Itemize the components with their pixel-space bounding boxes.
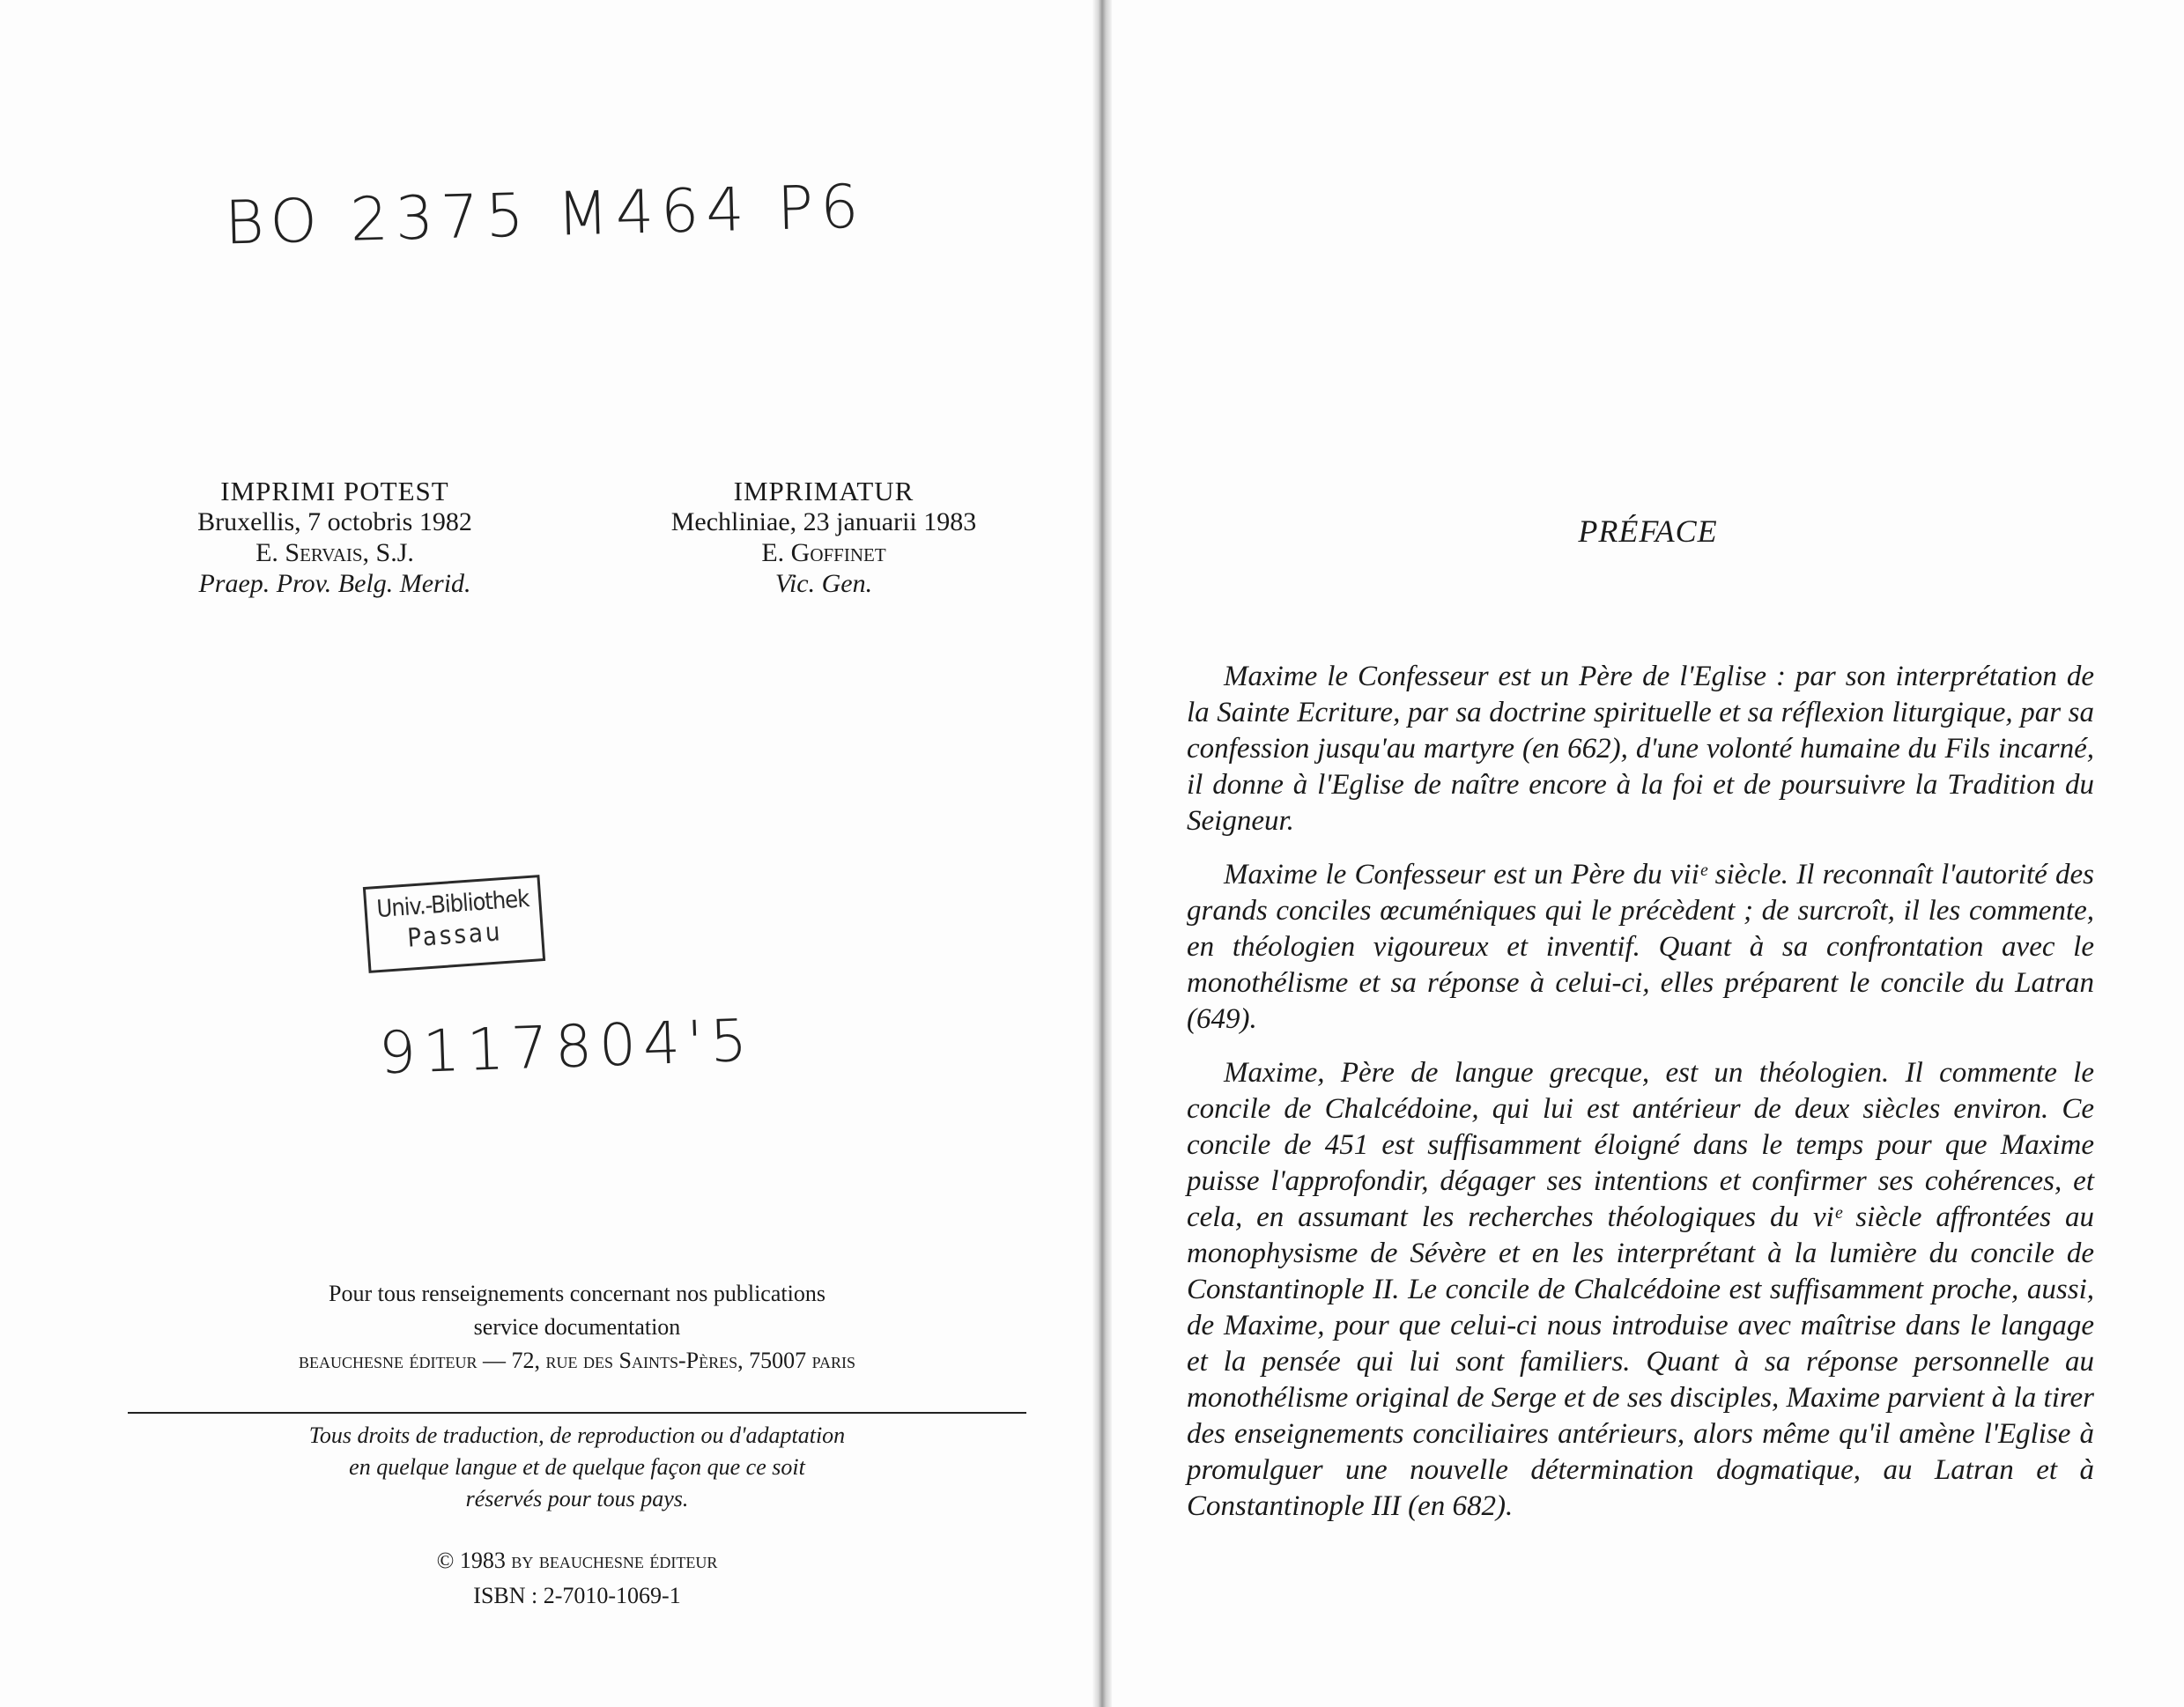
imprimatur-name: E. Goffinet xyxy=(761,538,886,567)
isbn-line: ISBN : 2-7010-1069-1 xyxy=(473,1583,681,1608)
stamp-line-2: Passau xyxy=(406,916,504,953)
rights-line-2: en quelque langue et de quelque façon que ce soit xyxy=(349,1454,805,1480)
imprimi-potest-block xyxy=(132,476,537,599)
publisher-info xyxy=(123,1277,1031,1378)
info-line-1: Pour tous renseignements concernant nos publications xyxy=(329,1281,825,1306)
imprimi-potest-name: E. Servais, S.J. xyxy=(255,538,414,567)
rights-line-3: réservés pour tous pays. xyxy=(465,1486,689,1511)
info-line-2: service documentation xyxy=(473,1314,681,1340)
imprimi-potest-title: Praep. Prov. Belg. Merid. xyxy=(198,569,471,598)
preface-title: PRÉFACE xyxy=(1578,514,1718,549)
preface-paragraph-2: Maxime le Confesseur est un Père du viiᵉ siècle. Il reconnaît l'autorité des grands conciles œcuméniques qui le précèdent ; de surcroît, il les commente, en théologien vigoureux et inventif. Quant à sa confrontation avec le monothélisme et sa réponse à celui-ci, elles préparent le concile du Latran (649). xyxy=(1187,859,2094,1035)
preface-paragraph-1: Maxime le Confesseur est un Père de l'Eglise : par son interprétation de la Sainte Ecriture, par sa doctrine spirituelle et sa réflexion liturgique, par sa confession jusqu'au martyre (en 662), d'une volonté humaine du Fils incarné, il donne à l'Eglise de naître encore à la foi et de poursuivre la Tradition du Seigneur. xyxy=(1187,661,2094,837)
horizontal-rule xyxy=(128,1412,1026,1414)
handwritten-call-number: BO 2375 M464 P6 xyxy=(224,172,867,259)
imprimatur-block xyxy=(617,476,1031,599)
preface-paragraph-3: Maxime, Père de langue grecque, est un théologien. Il commente le concile de Chalcédoine, qui lui est antérieur de deux siècles environ. Ce concile de 451 est suffisamment éloigné dans le temps pour que Maxime puisse l'approfondir, dégager ses intentions et confirmer ses cohérences, et cela, en assumant les recherches théologiques du viᵉ siècle affrontées au monophysisme de Sévère et en les interprétant à la lumière du concile de Constantinople II. Le concile de Chalcédoine est suffisamment proche, aussi, de Maxime, pour que celui-ci nous introduise avec maîtrise dans le langage et la pensée qui lui sont familiers. Quant à sa réponse personnelle au monothélisme original de Serge et de ses disciples, Maxime parvient à la tirer des enseignements conciliaires antérieurs, alors même qu'il amène l'Eglise à promulguer une nouvelle détermination dogmatique, au Latran et à Constantinople III (en 682). xyxy=(1187,1057,2094,1522)
book-gutter xyxy=(1092,0,1112,1707)
imprimi-potest-heading: IMPRIMI POTEST xyxy=(220,476,449,506)
rights-line-1: Tous droits de traduction, de reproduction ou d'adaptation xyxy=(308,1422,846,1448)
info-line-3: beauchesne éditeur — 72, rue des Saints-Pères, 75007 paris xyxy=(299,1348,855,1373)
handwritten-accession-number: 9117804'5 xyxy=(377,1006,756,1088)
rights-notice xyxy=(123,1420,1031,1515)
imprimatur-place-date: Mechliniae, 23 januarii 1983 xyxy=(670,507,977,536)
stamp-line-1: Univ.-Bibliothek xyxy=(375,885,530,924)
copyright-block xyxy=(123,1543,1031,1614)
library-stamp xyxy=(363,875,545,973)
imprimi-potest-place-date: Bruxellis, 7 octobris 1982 xyxy=(197,507,472,536)
imprimatur-title: Vic. Gen. xyxy=(774,569,873,598)
copyright-line: © 1983 by beauchesne éditeur xyxy=(436,1548,718,1573)
imprimatur-heading: IMPRIMATUR xyxy=(733,476,914,506)
preface-body xyxy=(1187,659,2094,1542)
